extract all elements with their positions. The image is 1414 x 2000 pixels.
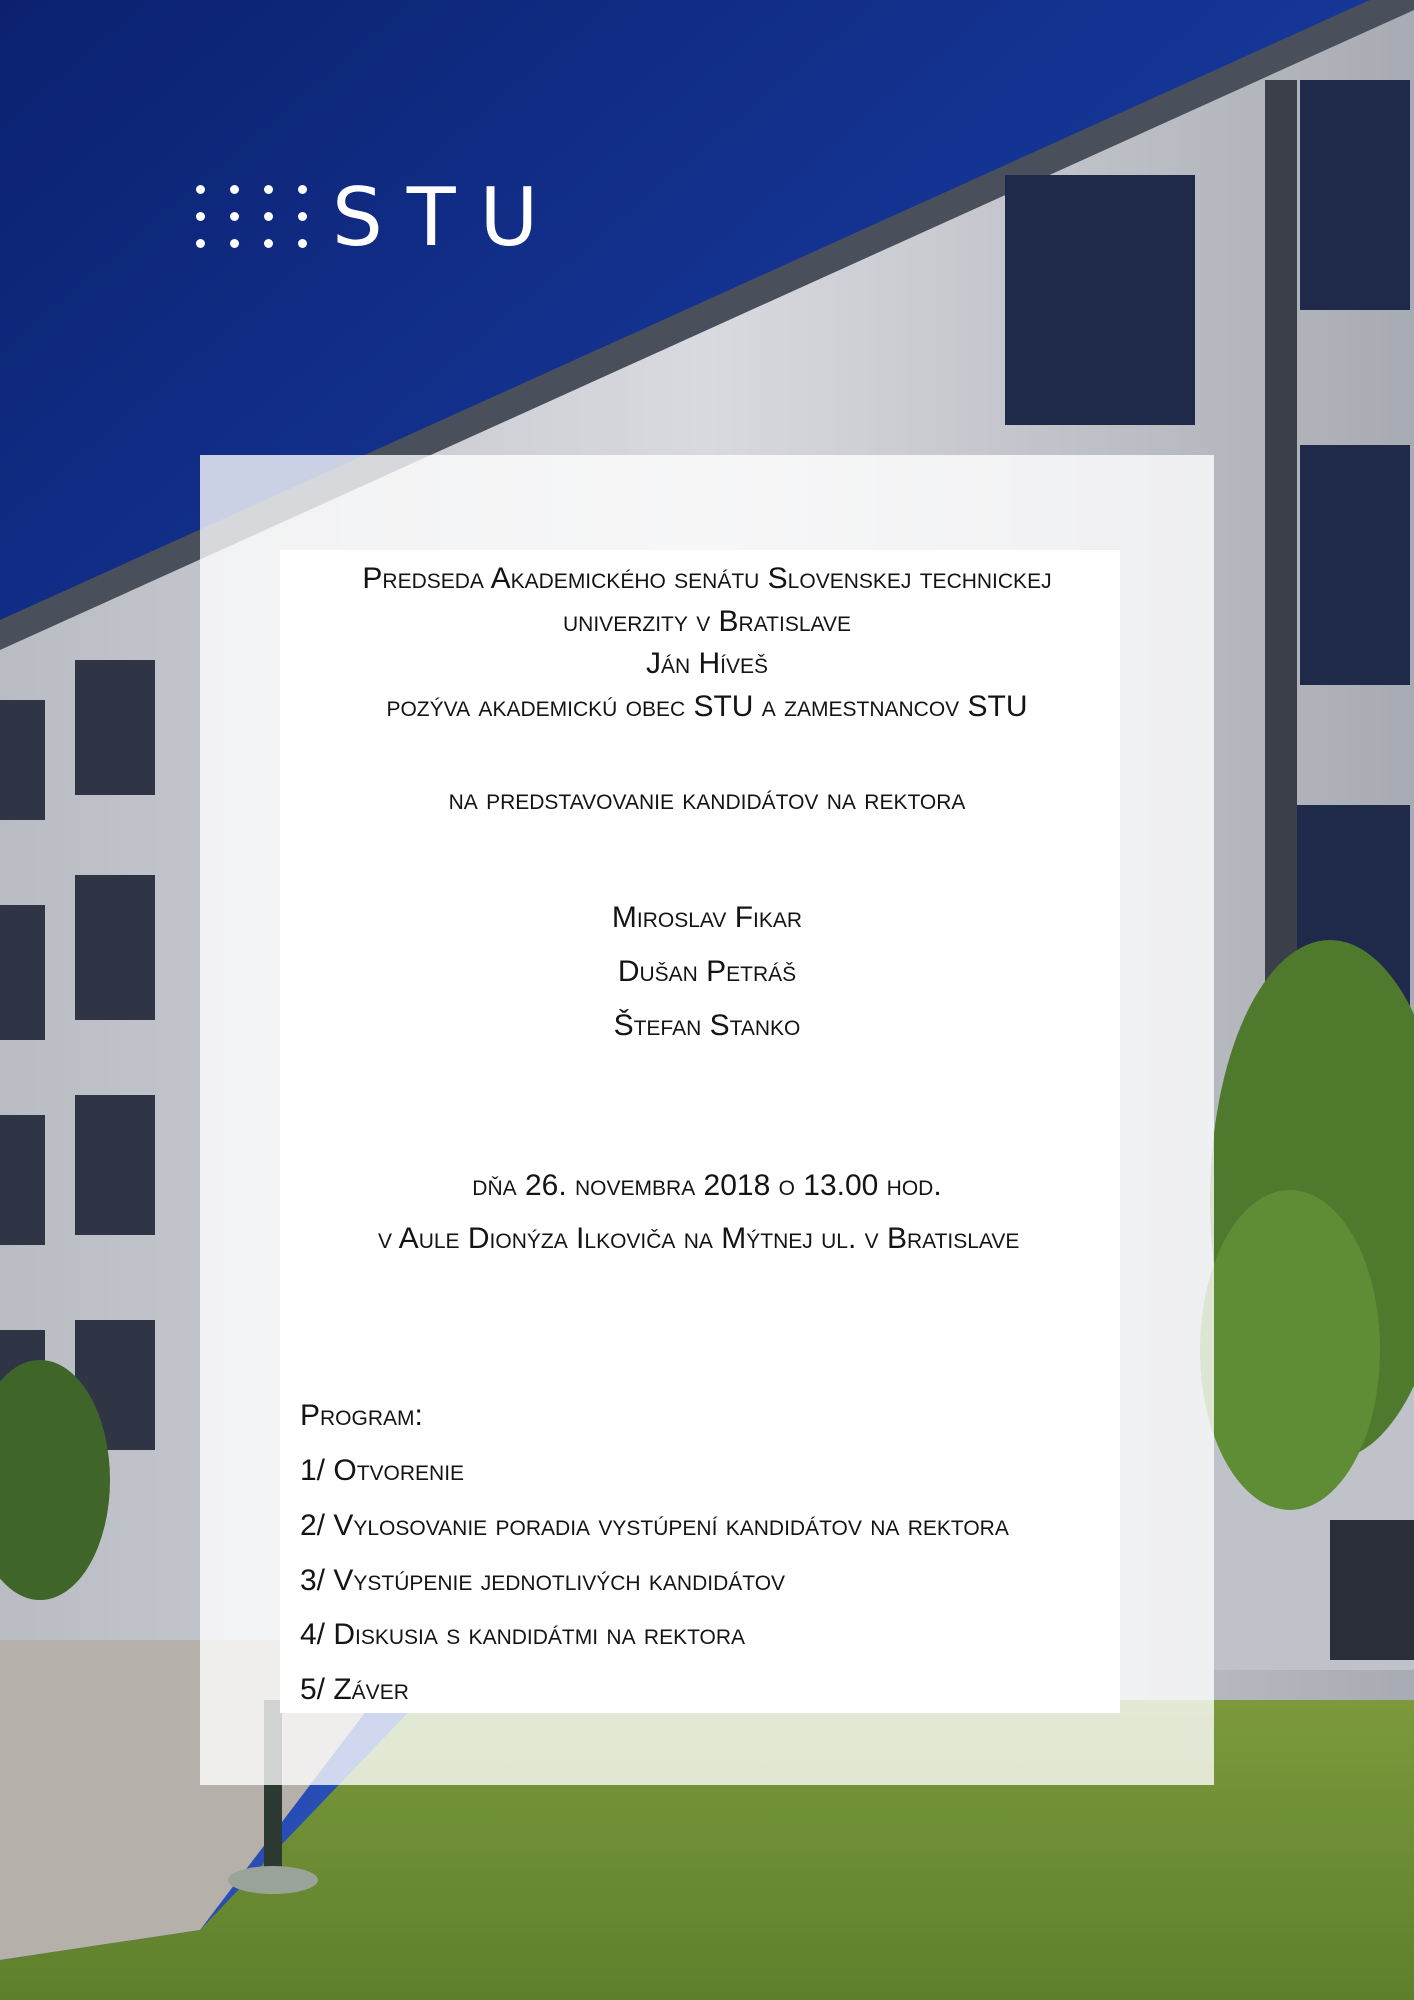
candidate-3: Štefan Stanko — [613, 1009, 801, 1042]
program-item-4: 4/ Diskusia s kandidátmi na rektora — [300, 1618, 746, 1651]
header-line-3: pozýva akademickú obec STU a zamestnancov STU — [386, 690, 1028, 723]
header-line-2: univerzity v Bratislave — [563, 605, 851, 638]
program-item-1: 1/ Otvorenie — [300, 1454, 465, 1487]
logo-dots-icon — [196, 185, 310, 251]
program-heading: Program: — [300, 1399, 423, 1432]
program-item-3: 3/ Vystúpenie jednotlivých kandidátov — [300, 1564, 786, 1597]
stu-logo — [196, 171, 563, 264]
logo-text: STU — [332, 171, 563, 264]
event-subtitle: na predstavovanie kandidátov na rektora — [448, 783, 966, 816]
program-item-2: 2/ Vylosovanie poradia vystúpení kandidátov na rektora — [300, 1509, 1009, 1542]
program-item-5: 5/ Záver — [300, 1673, 409, 1706]
header-line-1: Predseda Akademického senátu Slovenskej technickej — [362, 562, 1052, 595]
senate-chair-name: Ján Híveš — [645, 647, 769, 680]
event-date: dňa 26. novembra 2018 o 13.00 hod. — [472, 1169, 942, 1202]
event-place: v Aule Dionýza Ilkoviča na Mýtnej ul. v Bratislave — [378, 1222, 1020, 1255]
candidate-2: Dušan Petráš — [617, 955, 797, 988]
candidate-1: Miroslav Fikar — [611, 901, 803, 934]
